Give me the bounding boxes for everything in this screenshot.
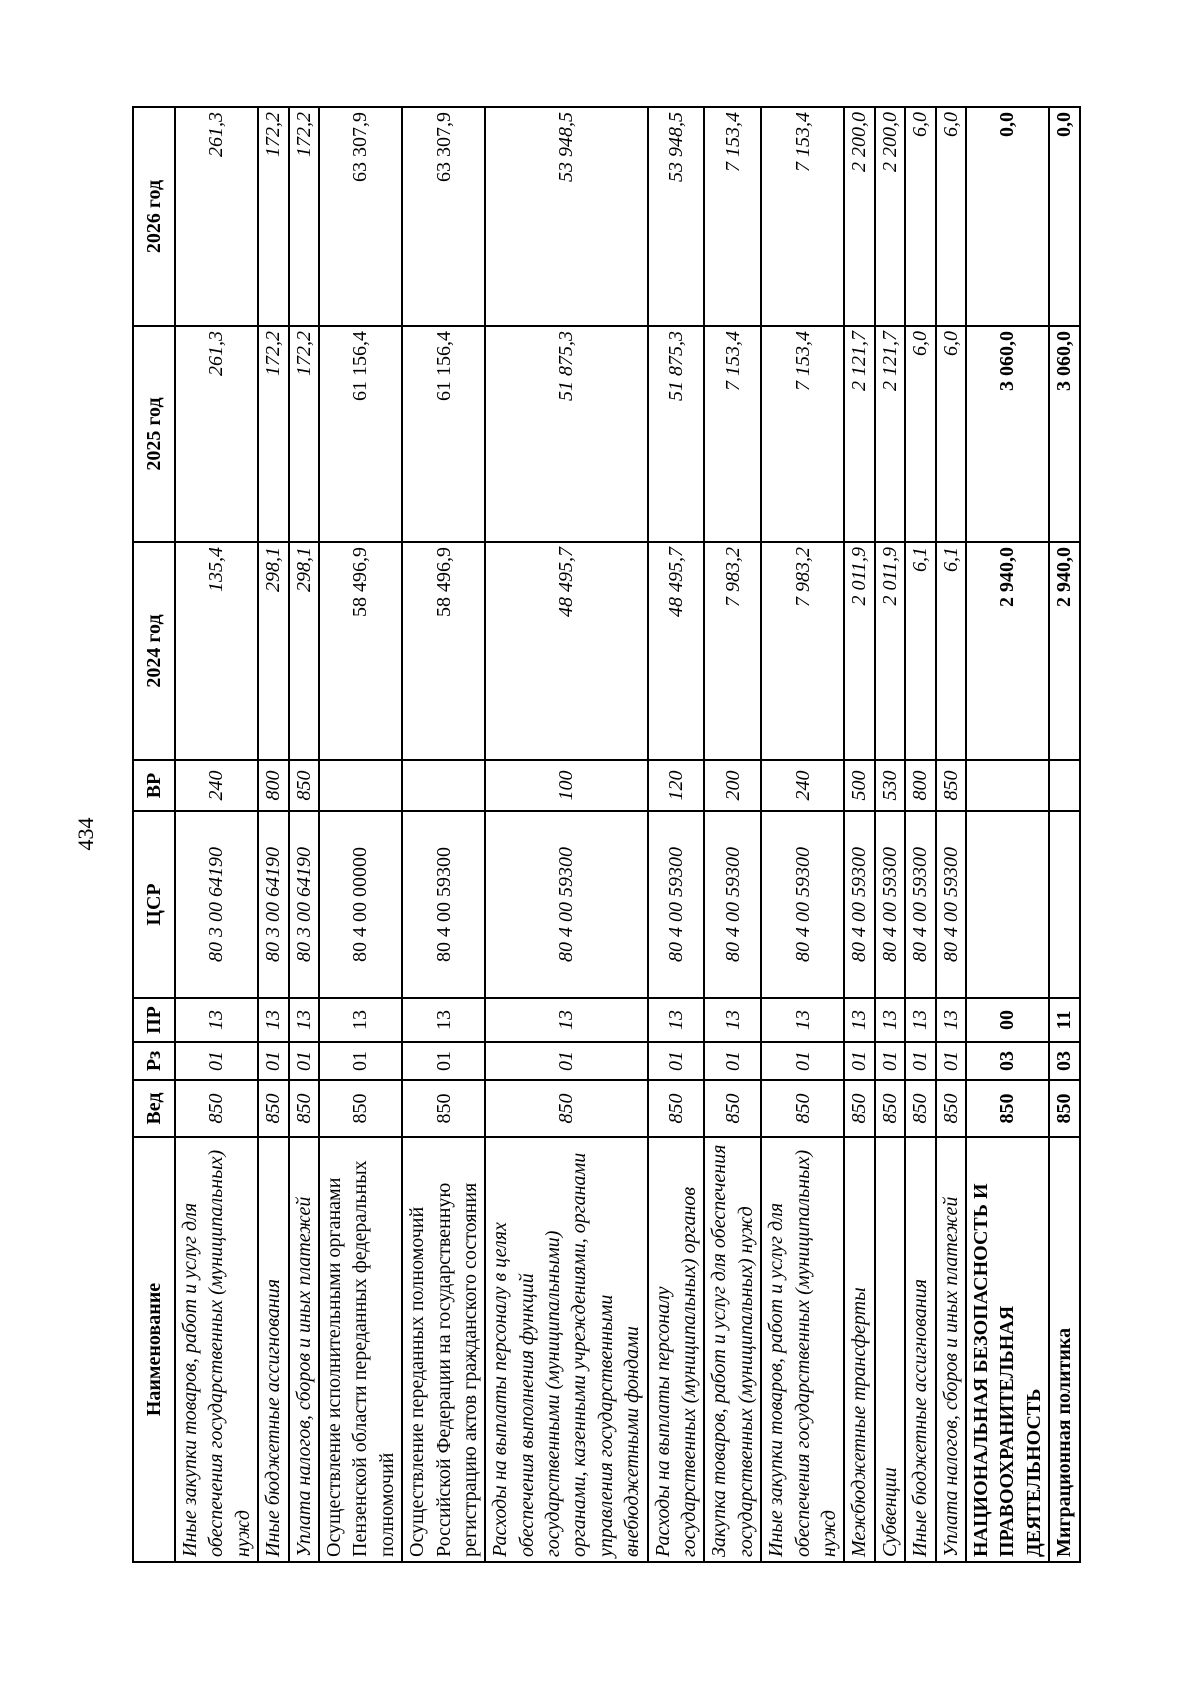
row-rz: 03 (966, 1042, 1049, 1080)
header-ved: Вед (133, 1080, 175, 1137)
row-value-2024: 298,1 (258, 542, 288, 760)
table-row (761, 107, 844, 1562)
row-vr: 500 (844, 760, 874, 811)
row-name: Осуществление исполнительными органами Пензенской области переданных федеральных полномочий (319, 1137, 402, 1562)
table-row (402, 107, 485, 1562)
row-csr: 80 4 00 59300 (905, 811, 935, 998)
row-value-2026: 7 153,4 (761, 107, 844, 326)
row-csr: 80 3 00 64190 (258, 811, 288, 998)
row-rz: 01 (761, 1042, 844, 1080)
row-value-2024: 58 496,9 (319, 542, 402, 760)
row-name: Уплата налогов, сборов и иных платежей (936, 1137, 966, 1562)
row-csr (1049, 811, 1079, 998)
row-rz: 01 (704, 1042, 761, 1080)
row-pr: 13 (844, 998, 874, 1042)
row-rz: 01 (485, 1042, 647, 1080)
row-value-2026: 63 307,9 (319, 107, 402, 326)
row-pr: 13 (875, 998, 905, 1042)
row-name: Расходы на выплаты персоналу государственных (муниципальных) органов (648, 1137, 705, 1562)
rotated-page-content (132, 108, 1076, 1563)
row-rz: 01 (648, 1042, 705, 1080)
row-rz: 01 (936, 1042, 966, 1080)
row-value-2026: 6,0 (936, 107, 966, 326)
header-rz: Рз (133, 1042, 175, 1080)
row-value-2026: 7 153,4 (704, 107, 761, 326)
row-value-2025: 172,2 (258, 326, 288, 542)
row-vr: 240 (175, 760, 258, 811)
row-ved: 850 (761, 1080, 844, 1137)
row-ved: 850 (175, 1080, 258, 1137)
row-csr: 80 4 00 59300 (402, 811, 485, 998)
row-pr: 13 (258, 998, 288, 1042)
row-value-2024: 48 495,7 (485, 542, 647, 760)
row-value-2025: 2 121,7 (875, 326, 905, 542)
row-csr: 80 4 00 59300 (648, 811, 705, 998)
row-ved: 850 (485, 1080, 647, 1137)
row-csr: 80 4 00 59300 (704, 811, 761, 998)
row-value-2025: 51 875,3 (648, 326, 705, 542)
row-value-2025: 3 060,0 (1049, 326, 1079, 542)
row-ved: 850 (844, 1080, 874, 1137)
row-vr: 800 (258, 760, 288, 811)
table-row (648, 107, 705, 1562)
row-pr: 13 (402, 998, 485, 1042)
row-value-2026: 172,2 (258, 107, 288, 326)
row-value-2024: 2 011,9 (844, 542, 874, 760)
row-value-2025: 172,2 (289, 326, 319, 542)
row-name: Субвенции (875, 1137, 905, 1562)
row-name: Миграционная политика (1049, 1137, 1079, 1562)
table-row (1049, 107, 1079, 1562)
row-value-2026: 2 200,0 (875, 107, 905, 326)
row-value-2024: 6,1 (936, 542, 966, 760)
row-pr: 13 (319, 998, 402, 1042)
table-row (289, 107, 319, 1562)
table-row (936, 107, 966, 1562)
row-value-2025: 61 156,4 (402, 326, 485, 542)
row-value-2024: 58 496,9 (402, 542, 485, 760)
row-vr: 100 (485, 760, 647, 811)
row-pr: 00 (966, 998, 1049, 1042)
table-row (704, 107, 761, 1562)
row-value-2026: 2 200,0 (844, 107, 874, 326)
header-row (133, 107, 175, 1562)
table-row (905, 107, 935, 1562)
row-pr: 13 (704, 998, 761, 1042)
row-name: Иные закупки товаров, работ и услуг для обеспечения государственных (муниципальных) нужд (761, 1137, 844, 1562)
row-value-2026: 0,0 (966, 107, 1049, 326)
row-value-2025: 3 060,0 (966, 326, 1049, 542)
row-name: Иные бюджетные ассигнования (258, 1137, 288, 1562)
row-value-2026: 6,0 (905, 107, 935, 326)
table-row (258, 107, 288, 1562)
row-vr (966, 760, 1049, 811)
row-value-2024: 6,1 (905, 542, 935, 760)
row-csr: 80 3 00 64190 (175, 811, 258, 998)
row-ved: 850 (936, 1080, 966, 1137)
table-row (966, 107, 1049, 1562)
row-vr: 850 (289, 760, 319, 811)
row-rz: 01 (875, 1042, 905, 1080)
row-pr: 13 (936, 998, 966, 1042)
row-ved: 850 (648, 1080, 705, 1137)
header-name: Наименование (133, 1137, 175, 1562)
row-ved: 850 (402, 1080, 485, 1137)
row-rz: 01 (289, 1042, 319, 1080)
row-csr: 80 4 00 00000 (319, 811, 402, 998)
row-pr: 13 (289, 998, 319, 1042)
row-value-2025: 6,0 (905, 326, 935, 542)
row-vr: 120 (648, 760, 705, 811)
row-ved: 850 (905, 1080, 935, 1137)
row-ved: 850 (289, 1080, 319, 1137)
row-pr: 13 (175, 998, 258, 1042)
row-value-2026: 53 948,5 (485, 107, 647, 326)
row-pr: 13 (485, 998, 647, 1042)
row-value-2026: 261,3 (175, 107, 258, 326)
row-value-2024: 48 495,7 (648, 542, 705, 760)
row-ved: 850 (1049, 1080, 1079, 1137)
row-rz: 01 (402, 1042, 485, 1080)
row-pr: 13 (648, 998, 705, 1042)
page-number: 434 (73, 817, 98, 851)
row-ved: 850 (319, 1080, 402, 1137)
row-csr: 80 4 00 59300 (936, 811, 966, 998)
row-rz: 01 (905, 1042, 935, 1080)
table-row (875, 107, 905, 1562)
row-rz: 01 (258, 1042, 288, 1080)
header-2026: 2026 год (133, 107, 175, 326)
row-vr: 240 (761, 760, 844, 811)
row-value-2025: 61 156,4 (319, 326, 402, 542)
row-value-2026: 63 307,9 (402, 107, 485, 326)
row-csr (966, 811, 1049, 998)
row-value-2026: 172,2 (289, 107, 319, 326)
row-rz: 03 (1049, 1042, 1079, 1080)
row-value-2025: 7 153,4 (704, 326, 761, 542)
row-name: Закупка товаров, работ и услуг для обеспечения государственных (муниципальных) нужд (704, 1137, 761, 1562)
row-pr: 13 (761, 998, 844, 1042)
row-value-2024: 135,4 (175, 542, 258, 760)
row-value-2025: 7 153,4 (761, 326, 844, 542)
row-name: Осуществление переданных полномочий Российской Федерации на государственную регистрацию актов гражданского состояния (402, 1137, 485, 1562)
row-vr: 200 (704, 760, 761, 811)
row-value-2025: 261,3 (175, 326, 258, 542)
row-value-2024: 2 011,9 (875, 542, 905, 760)
row-ved: 850 (258, 1080, 288, 1137)
row-value-2024: 2 940,0 (1049, 542, 1079, 760)
row-name: Иные закупки товаров, работ и услуг для обеспечения государственных (муниципальных) нужд (175, 1137, 258, 1562)
row-value-2024: 2 940,0 (966, 542, 1049, 760)
table-row (175, 107, 258, 1562)
row-value-2026: 53 948,5 (648, 107, 705, 326)
row-value-2024: 7 983,2 (704, 542, 761, 760)
row-vr (319, 760, 402, 811)
row-name: Иные бюджетные ассигнования (905, 1137, 935, 1562)
row-csr: 80 4 00 59300 (485, 811, 647, 998)
header-2024: 2024 год (133, 542, 175, 760)
row-vr: 530 (875, 760, 905, 811)
header-2025: 2025 год (133, 326, 175, 542)
row-value-2025: 2 121,7 (844, 326, 874, 542)
header-vr: ВР (133, 760, 175, 811)
row-csr: 80 3 00 64190 (289, 811, 319, 998)
row-name: НАЦИОНАЛЬНАЯ БЕЗОПАСНОСТЬ И ПРАВООХРАНИТЕЛЬНАЯ ДЕЯТЕЛЬНОСТЬ (966, 1137, 1049, 1562)
row-vr (1049, 760, 1079, 811)
table-row (319, 107, 402, 1562)
row-value-2024: 7 983,2 (761, 542, 844, 760)
row-value-2026: 0,0 (1049, 107, 1079, 326)
row-value-2024: 298,1 (289, 542, 319, 760)
row-rz: 01 (319, 1042, 402, 1080)
row-ved: 850 (704, 1080, 761, 1137)
row-vr: 800 (905, 760, 935, 811)
row-rz: 01 (175, 1042, 258, 1080)
row-rz: 01 (844, 1042, 874, 1080)
budget-table (132, 106, 1081, 1563)
row-ved: 850 (875, 1080, 905, 1137)
row-csr: 80 4 00 59300 (875, 811, 905, 998)
header-csr: ЦСР (133, 811, 175, 998)
row-name: Уплата налогов, сборов и иных платежей (289, 1137, 319, 1562)
table-row (485, 107, 647, 1562)
table-row (844, 107, 874, 1562)
row-csr: 80 4 00 59300 (844, 811, 874, 998)
row-value-2025: 51 875,3 (485, 326, 647, 542)
row-name: Межбюджетные трансферты (844, 1137, 874, 1562)
row-pr: 13 (905, 998, 935, 1042)
row-csr: 80 4 00 59300 (761, 811, 844, 998)
row-vr: 850 (936, 760, 966, 811)
row-name: Расходы на выплаты персоналу в целях обеспечения выполнения функций государственными (муниципальными) органами, казенными учреждениями, органами управления государственными внебюджетными фондами (485, 1137, 647, 1562)
row-value-2025: 6,0 (936, 326, 966, 542)
row-vr (402, 760, 485, 811)
row-pr: 11 (1049, 998, 1079, 1042)
row-ved: 850 (966, 1080, 1049, 1137)
header-pr: ПР (133, 998, 175, 1042)
